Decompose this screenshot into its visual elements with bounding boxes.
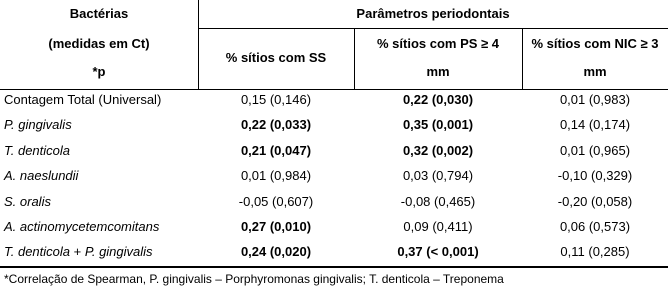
correlation-value: -0,10 (0,329): [557, 168, 633, 184]
correlation-value: 0,01 (0,984): [240, 168, 312, 184]
bacteria-name: [4, 143, 70, 158]
p-marker: *p: [92, 64, 106, 79]
bacteria-name: [4, 168, 78, 183]
correlation-value: 0,35 (0,001): [402, 117, 474, 133]
bacteria-name: [4, 117, 72, 132]
group-title: Parâmetros periodontais: [356, 6, 510, 21]
bacteria-name-text: A. actinomycetemcomitans: [4, 219, 160, 234]
bacteria-name-text: A. naeslundii: [4, 168, 79, 184]
correlation-value: 0,01 (0,983): [559, 92, 631, 107]
bacteria-name-text: Contagem Total (Universal): [4, 92, 162, 107]
col-ps-unit: mm: [426, 64, 450, 79]
group-underline: [198, 28, 668, 29]
bacteria-name-text: P. gingivalis: [4, 117, 72, 133]
bacteria-name: [4, 244, 153, 259]
correlation-value: -0,05 (0,607): [238, 193, 314, 209]
correlation-value: 0,24 (0,020): [240, 244, 312, 260]
correlation-value: 0,15 (0,146): [240, 92, 312, 107]
correlation-value: 0,32 (0,002): [402, 142, 474, 158]
bacteria-name: [4, 92, 161, 107]
correlation-value: 0,01 (0,965): [559, 142, 631, 158]
col-nic-header: % sítios com NIC ≥ 3: [531, 36, 659, 51]
correlation-value: 0,06 (0,573): [559, 219, 631, 234]
plus-sign: +: [70, 244, 85, 260]
bacteria-name-text: T. denticola: [4, 244, 71, 260]
bacterias-header: Bactérias: [69, 6, 129, 21]
header-divider: [354, 28, 355, 90]
correlation-value: 0,09 (0,411): [403, 219, 473, 234]
correlation-value: -0,08 (0,465): [400, 193, 476, 209]
bacteria-name-text: P. gingivalis: [84, 244, 153, 260]
correlation-value: 0,14 (0,174): [559, 117, 631, 133]
bacteria-name-text: S. oralis: [4, 193, 51, 209]
table-bottom-rule: [0, 266, 668, 268]
col-ps-header: % sítios com PS ≥ 4: [376, 36, 499, 51]
header-divider: [198, 0, 199, 90]
footnote: *Correlação de Spearman, P. gingivalis – Porphyromonas gingivalis; T. denticola – Treponema: [4, 272, 504, 286]
correlation-value: 0,27 (0,010): [240, 219, 312, 234]
bacteria-name: [4, 194, 51, 209]
bacterias-unit: (medidas em Ct): [48, 36, 150, 51]
correlation-value: 0,37 (< 0,001): [397, 244, 479, 260]
correlation-value: 0,22 (0,033): [240, 117, 312, 133]
correlation-value: -0,20 (0,058): [557, 193, 633, 209]
bacteria-name: [4, 219, 159, 234]
col-nic-unit: mm: [583, 64, 607, 79]
correlation-value: 0,03 (0,794): [402, 168, 474, 184]
correlation-value: 0,21 (0,047): [240, 142, 312, 158]
correlation-value: 0,22 (0,030): [402, 92, 474, 107]
correlation-value: 0,11 (0,285): [560, 244, 630, 260]
bacteria-name-text: T. denticola: [4, 142, 71, 158]
header-bottom-rule: [0, 89, 668, 90]
header-divider: [522, 28, 523, 90]
col-ss-header: % sítios com SS: [225, 50, 327, 65]
